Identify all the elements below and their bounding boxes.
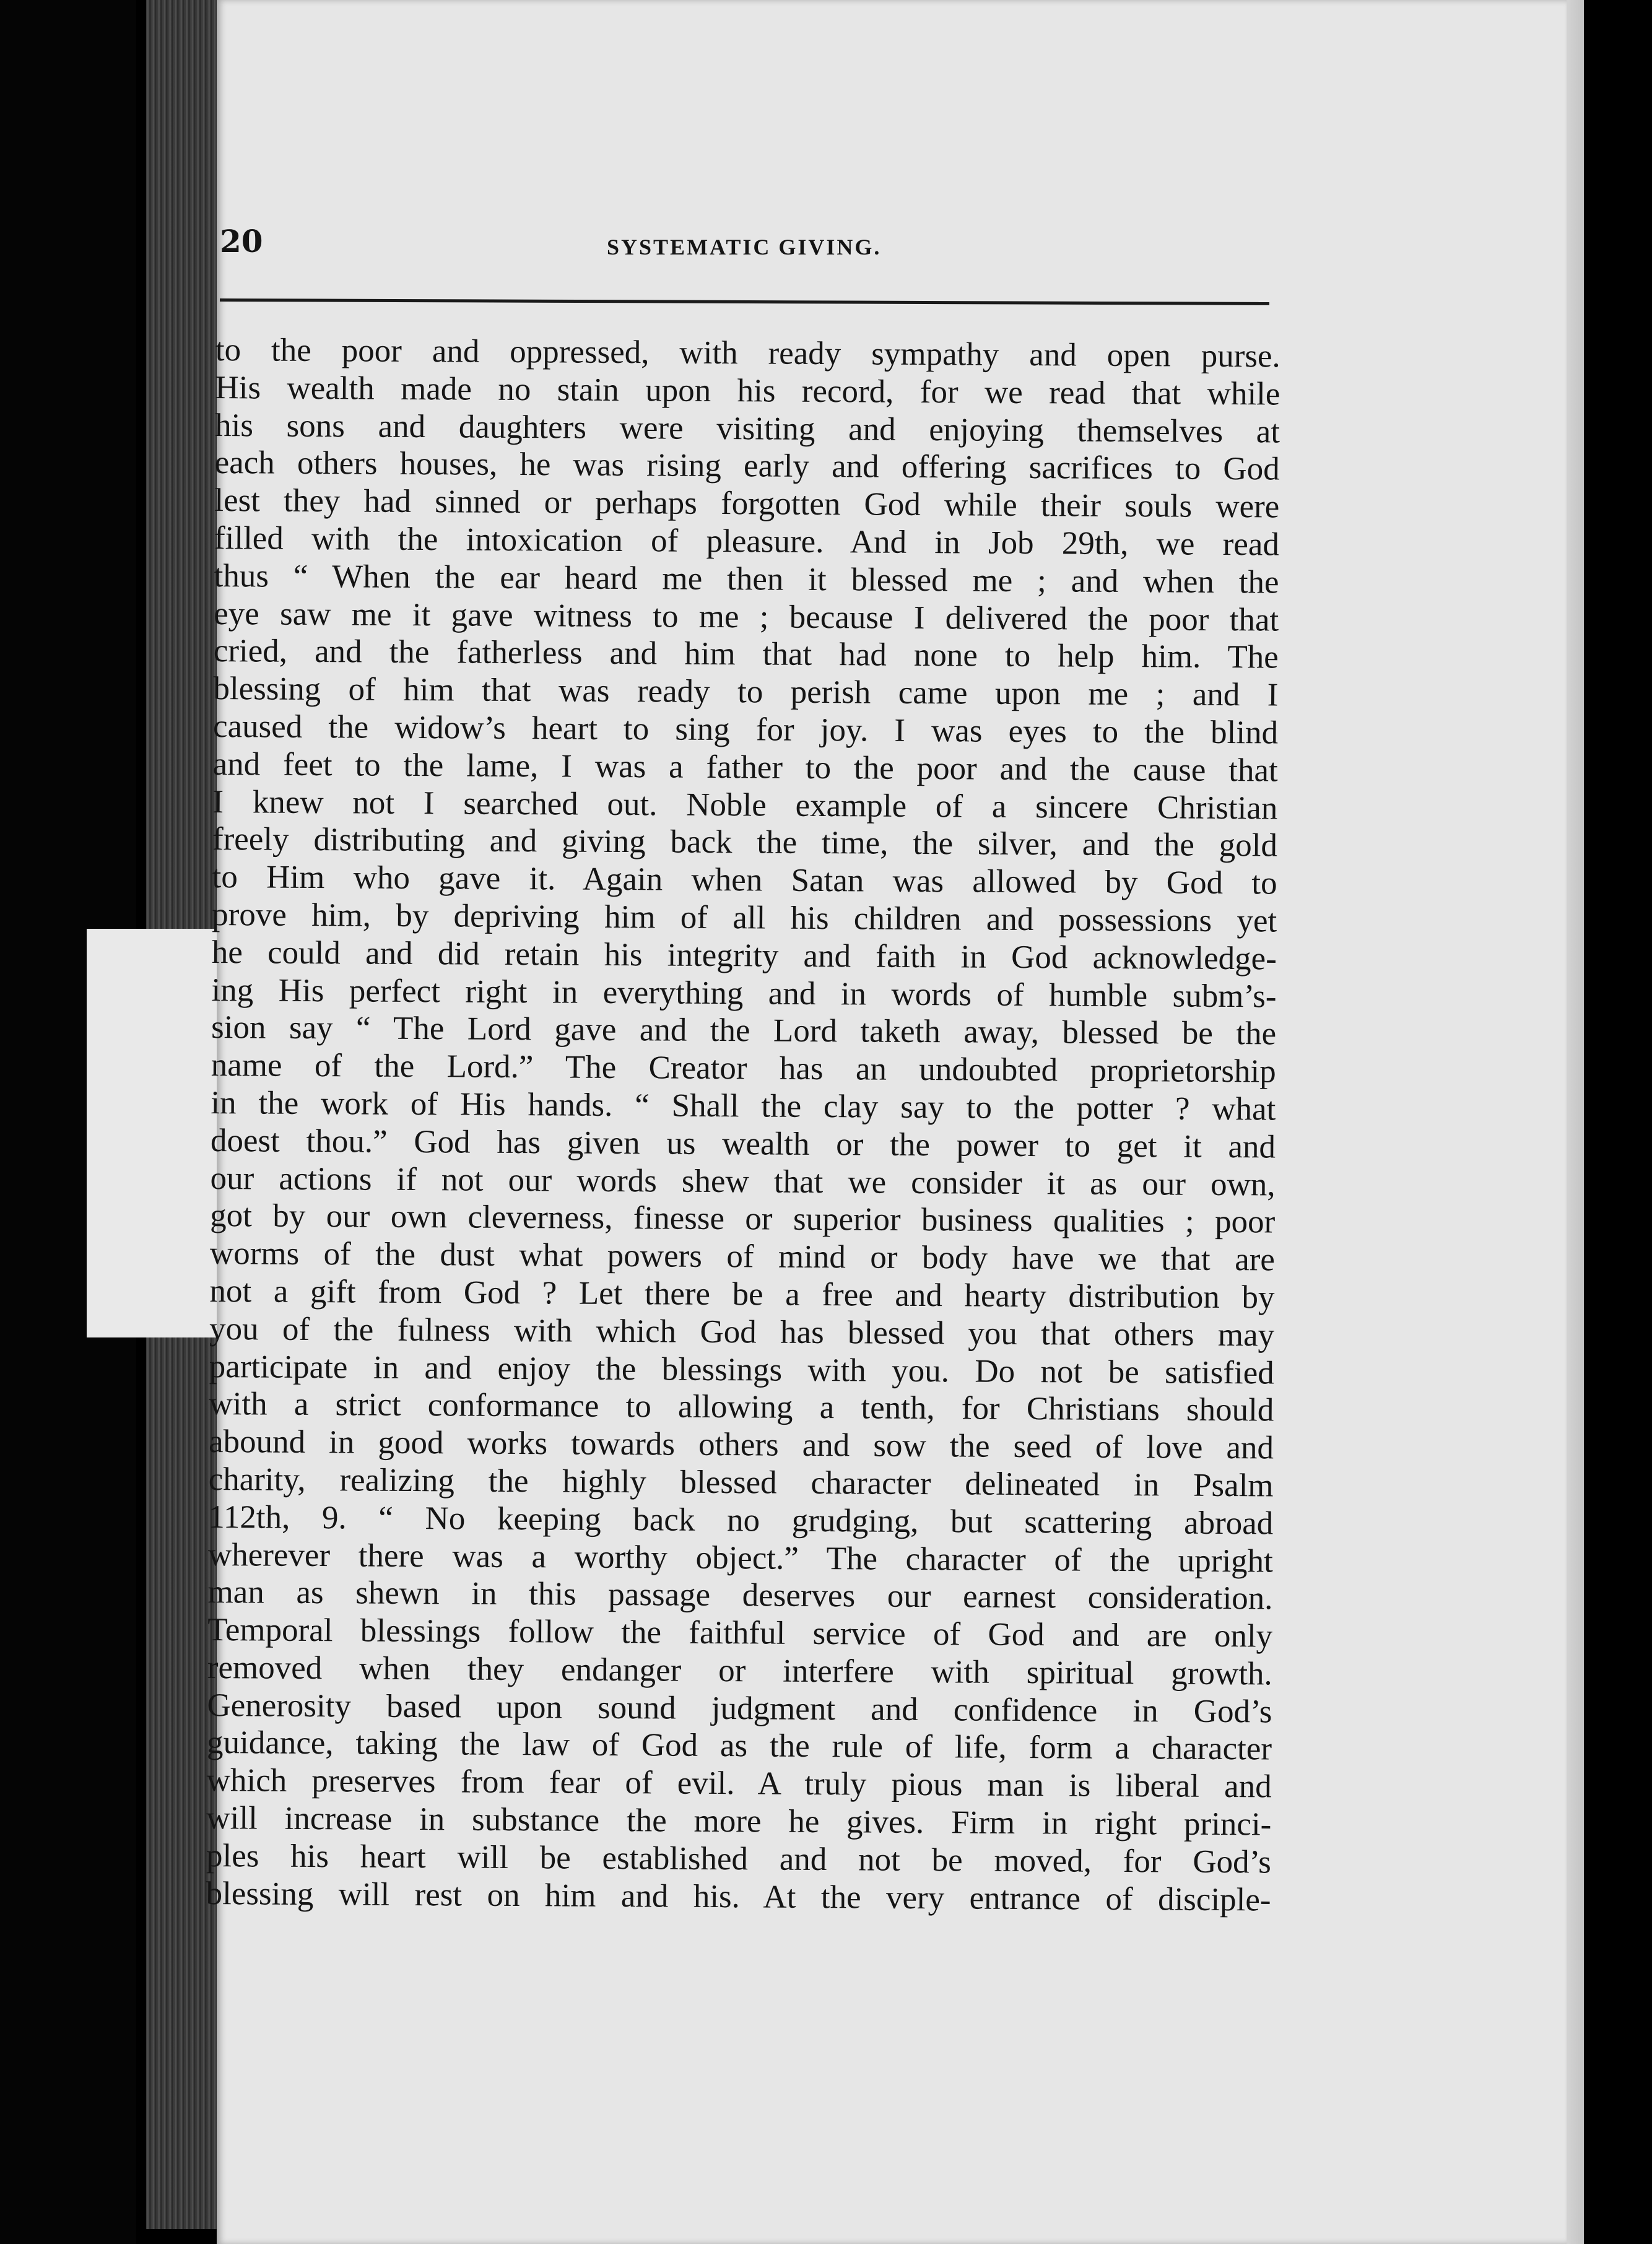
text-line: eye saw me it gave witness to me ; because I delivered the poor that: [214, 595, 1279, 638]
text-line: 112th, 9. “ No keeping back no grudging, but scattering abroad: [208, 1498, 1274, 1542]
text-line: sion say “ The Lord gave and the Lord taketh away, blessed be the: [211, 1009, 1277, 1052]
page-number: 20: [220, 223, 263, 259]
text-line: ing His perfect right in everything and in words of humble subm’s-: [211, 972, 1277, 1015]
text-line: got by our own cleverness, finesse or superior business qualities ; poor: [210, 1198, 1276, 1240]
text-line: and feet to the lame, I was a father to the poor and the cause that: [212, 746, 1278, 789]
text-line: which preserves from fear of evil. A truly pious man is liberal and: [206, 1762, 1272, 1805]
text-line: in the work of His hands. “ Shall the clay say to the potter ? what: [211, 1084, 1276, 1128]
text-line: each others houses, he was rising early and offering sacrifices to God: [214, 445, 1280, 487]
text-line: to Him who gave it. Again when Satan was allowed by God to: [212, 859, 1277, 902]
text-line: to the poor and oppressed, with ready sympathy and open purse.: [215, 332, 1280, 375]
text-line: you of the fulness with which God has blessed you that others may: [209, 1310, 1275, 1354]
text-line: thus “ When the ear heard me then it blessed me ; and when the: [214, 557, 1279, 601]
paper-slip: [87, 929, 217, 1337]
text-line: not a gift from God ? Let there be a free and hearty distribution by: [209, 1272, 1275, 1316]
text-line: removed when they endanger or interfere with spiritual growth.: [207, 1649, 1272, 1692]
page-header: [220, 223, 1235, 291]
text-line: Temporal blessings follow the faithful service of God and are only: [207, 1612, 1273, 1655]
text-line: guidance, taking the law of God as the rule of life, form a character: [206, 1724, 1272, 1767]
text-line: lest they had sinned or perhaps forgotten God while their souls were: [214, 482, 1280, 525]
text-line: worms of the dust what powers of mind or body have we that are: [209, 1235, 1276, 1278]
text-line: charity, realizing the highly blessed character delineated in Psalm: [208, 1461, 1274, 1504]
text-line: his sons and daughters were visiting and enjoying themselves at: [214, 407, 1280, 450]
text-line: blessing of him that was ready to perish came upon me ; and I: [213, 671, 1279, 713]
text-line: caused the widow’s heart to sing for joy. I was eyes to the blind: [212, 708, 1279, 751]
body-text: [206, 331, 1280, 1919]
text-line: doest thou.” God has given us wealth or the power to get it and: [210, 1122, 1276, 1165]
text-line: freely distributing and giving back the time, the silver, and the gold: [212, 821, 1278, 864]
text-line: Generosity based upon sound judgment and confidence in God’s: [207, 1687, 1272, 1730]
text-line: wherever there was a worthy object.” The character of the upright: [207, 1536, 1274, 1579]
text-line: he could and did retain his integrity and faith in God acknowledge-: [211, 934, 1277, 977]
text-line: participate in and enjoy the blessings with you. Do not be satisfied: [209, 1348, 1274, 1391]
text-line: will increase in substance the more he gives. Firm in right princi-: [206, 1800, 1272, 1843]
text-line: prove him, by depriving him of all his children and possessions yet: [212, 896, 1277, 939]
text-line: our actions if not our words shew that we consider it as our own,: [210, 1160, 1276, 1203]
text-line: man as shewn in this passage deserves our earnest consideration.: [207, 1574, 1273, 1617]
text-line: blessing will rest on him and his. At the very entrance of disciple-: [206, 1875, 1271, 1918]
running-title: SYSTEMATIC GIVING.: [607, 235, 882, 259]
text-line: cried, and the fatherless and him that had none to help him. The: [213, 633, 1279, 676]
text-line: name of the Lord.” The Creator has an undoubted proprietorship: [211, 1047, 1276, 1090]
text-line: I knew not I searched out. Noble example of a sincere Christian: [212, 783, 1278, 827]
text-line: with a strict conformance to allowing a tenth, for Christians should: [209, 1386, 1274, 1429]
right-scan-border: [1584, 0, 1652, 2244]
text-line: ples his heart will be established and not be moved, for God’s: [206, 1837, 1272, 1881]
text-line: abound in good works towards others and sow the seed of love and: [208, 1424, 1274, 1466]
text-line: His wealth made no stain upon his record, for we read that while: [215, 369, 1280, 412]
text-line: filled with the intoxication of pleasure. And in Job 29th, we read: [214, 520, 1280, 563]
